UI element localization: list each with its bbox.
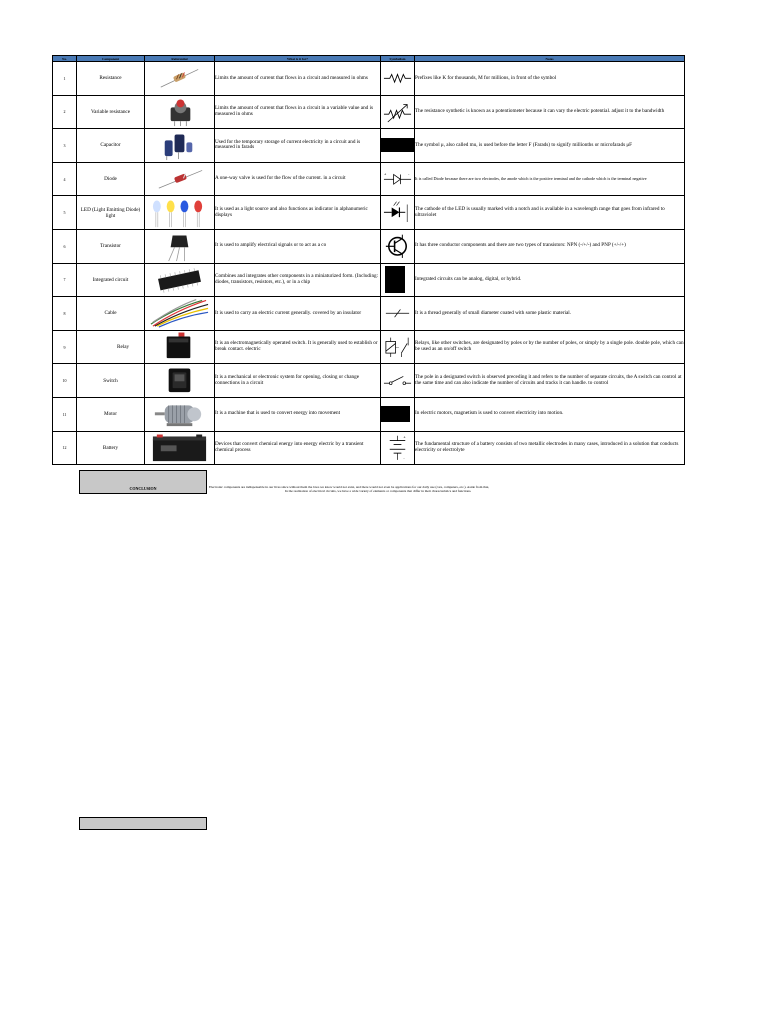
capacitor-symbol-icon [380,138,414,152]
component-name: Capacitor [77,129,145,163]
conclusion-label: CONCLUSION [79,470,207,494]
led-photo-icon [147,197,212,228]
resistor-photo-icon [147,63,212,94]
component-name: Diode [77,162,145,196]
component-name: Transistor [77,229,145,263]
component-name: Cable [77,297,145,331]
row-number: 9 [53,330,77,364]
table-row [53,62,685,96]
row-number: 11 [53,397,77,431]
led-symbol-icon [382,198,413,227]
cable-symbol-icon [382,299,413,328]
svg-text:+: + [383,171,387,177]
diode-symbol-icon [382,165,413,194]
motor-symbol-icon [380,406,410,422]
relay-symbol-icon [382,333,413,362]
cable-photo-icon [147,298,212,329]
battery-symbol-icon [382,434,413,463]
component-purpose: Limits the amount of current that flows in a circuit and measured in ohms [215,62,381,96]
row-number: 2 [53,95,77,129]
table-row [53,330,685,364]
relay-photo-icon [147,332,212,363]
component-purpose: Limits the amount of current that flows in a circuit in a variable value and is measured in ohms [215,95,381,129]
component-notes: The resistance synthetic is known as a potentiometer because it can vary the electric potential. adjust it to the bandwidth [415,95,685,129]
integrated-circuit-symbol-icon [385,266,405,293]
component-purpose: A one-way valve is used for the flow of the current. in a circuit [215,162,381,196]
conclusion-line-2: In the realization of electrical circuits, we have a wide variety of elements or components that differ in their characteristics and functions. [285,489,472,494]
component-purpose: Devices that convert chemical energy into energy electric by a transient chemical process [215,431,381,465]
table-row [53,397,685,431]
component-purpose: It is used to amplify electrical signals or to act as a co [215,229,381,263]
svg-text:-: - [403,454,405,460]
header-notes: Notes [415,56,685,62]
component-notes: It has three conductor components and there are two types of transistors: NPN (-/+/-) and PNP (+/-/+) [415,229,685,263]
variable-resistor-symbol-icon [382,98,413,127]
row-number: 5 [53,196,77,230]
table-row [53,297,685,331]
component-purpose: It is used to carry an electric current generally. covered by an insulator [215,297,381,331]
battery-photo-icon [147,433,212,464]
empty-gray-box [79,817,207,830]
component-notes: It is a thread generally of small diameter coated with some plastic material. [415,297,685,331]
row-number: 12 [53,431,77,465]
component-purpose: Used for the temporary storage of current electricity in a circuit and is measured in farads [215,129,381,163]
component-name: Relay [77,330,145,364]
component-name: Motor [77,397,145,431]
component-notes: Integrated circuits can be analog, digital, or hybrid. [415,263,685,297]
conclusion-text [209,485,689,493]
switch-photo-icon [147,365,212,396]
component-name: Switch [77,364,145,398]
header-what: What is it for? [215,56,381,62]
header-symbolism: Symbolism [381,56,415,62]
conclusion-line-1: Electronic components are indispensable in our lives since without them the laws we know would not exist, and there would not even be applications for our daily use (cars, computers, etc.). Aside from that, [209,485,490,489]
table-row [53,162,685,196]
component-notes: It is called Diode because there are two electrodes, the anode which is the positive terminal and the cathode which is the terminal negative [415,162,685,196]
row-number: 7 [53,263,77,297]
table-row [53,229,685,263]
potentiometer-photo-icon [147,97,212,128]
table-row [53,364,685,398]
component-notes: Prefixes like K for thousands, M for millions, in front of the symbol [415,62,685,96]
component-name: Integrated circuit [77,263,145,297]
component-notes: The pole in a designated switch is observed preceding it and refers to the number of separate circuits, the A switch can control at the same time and can also indicate the number of circuits and tracks it can handle. to control [415,364,685,398]
row-number: 10 [53,364,77,398]
row-number: 6 [53,229,77,263]
component-purpose: It is a mechanical or electronic system for opening, closing or change connections in a circuit [215,364,381,398]
row-number: 4 [53,162,77,196]
svg-text:-: - [408,171,410,177]
component-purpose: It is an electromagnetically operated switch. It is generally used to establish or break contact. electric [215,330,381,364]
transistor-photo-icon [147,231,212,262]
capacitor-photo-icon [147,130,212,161]
table-row [53,263,685,297]
table-row [53,431,685,465]
switch-symbol-icon [382,366,413,395]
header-referential: Referential [145,56,215,62]
resistor-symbol-icon [382,64,413,93]
motor-photo-icon [147,399,212,430]
header-no: No. [53,56,77,62]
component-name: Battery [77,431,145,465]
table-row [53,129,685,163]
transistor-symbol-icon [382,232,413,261]
row-number: 3 [53,129,77,163]
component-name: LED (Light Emitting Diode) light [77,196,145,230]
diode-photo-icon [147,164,212,195]
integrated-circuit-photo-icon [147,265,212,296]
component-notes: The symbol μ, also called mu, is used before the letter F (Farads) to signify millionths or microfarads μF [415,129,685,163]
component-purpose: It is a machine that is used to convert energy into movement [215,397,381,431]
component-notes: Relays, like other switches, are designated by poles or by the number of poles, or simply by a single pole. double pole, which can be used as an on/off switch [415,330,685,364]
row-number: 1 [53,62,77,96]
svg-text:+: + [403,434,406,440]
table-row [53,95,685,129]
component-name: Variable resistance [77,95,145,129]
components-table [52,55,685,465]
header-component: Component [77,56,145,62]
table-row [53,196,685,230]
row-number: 8 [53,297,77,331]
component-purpose: It is used as a light source and also functions as indicator in alphanumeric displays [215,196,381,230]
component-notes: The cathode of the LED is usually marked with a notch and is available in a wavelength range that goes from infrared to ultraviolet [415,196,685,230]
component-notes: In electric motors, magnetism is used to convert electricity into motion. [415,397,685,431]
component-name: Resistance [77,62,145,96]
component-notes: The fundamental structure of a battery consists of two metallic electrodes in many cases, introduced in a solution that conducts electricity or electrolyte [415,431,685,465]
component-purpose: Combines and integrates other components in a miniaturized form. (Including: diodes, transistors, resistors, etc.), or in a chip [215,263,381,297]
